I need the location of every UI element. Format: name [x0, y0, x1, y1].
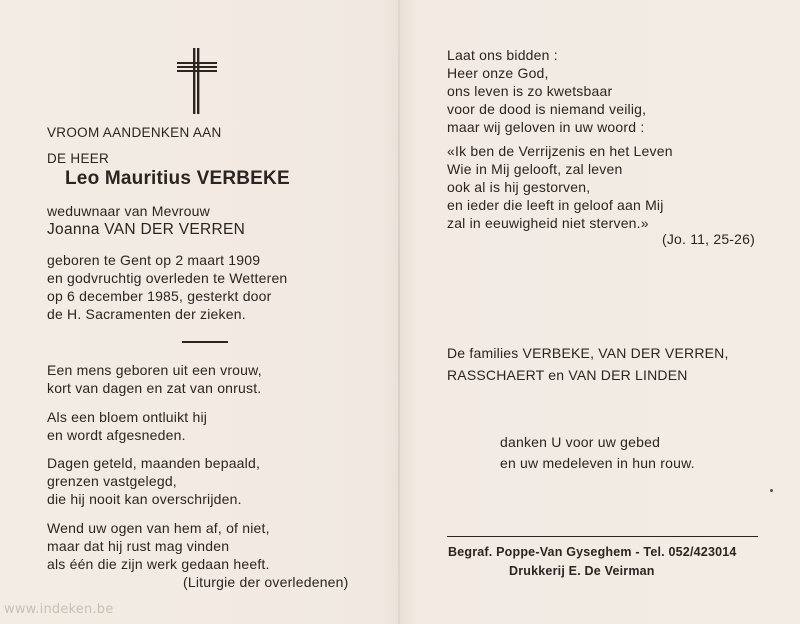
deceased-name: Leo Mauritius VERBEKE [65, 168, 290, 189]
poem-line: Als een bloem ontluikt hij [47, 409, 208, 425]
thanks-line: en uw medeleven in hun rouw. [500, 455, 695, 471]
bio-line: en godvruchtig overleden te Wetteren [47, 270, 288, 286]
divider [182, 341, 228, 343]
undertaker-line: Begraf. Poppe-Van Gyseghem - Tel. 052/423014 [448, 545, 737, 559]
families-line: De families VERBEKE, VAN DER VERREN, [447, 345, 729, 361]
poem-line: grenzen vastgelegd, [47, 473, 177, 489]
spouse-name: Joanna VAN DER VERREN [47, 221, 246, 238]
printer-line: Drukkerij E. De Veirman [509, 564, 655, 578]
bio-line: geboren te Gent op 2 maart 1909 [47, 252, 261, 268]
remembrance-heading: VROOM AANDENKEN AAN [47, 125, 222, 140]
poem-line: maar dat hij rust mag vinden [47, 538, 230, 554]
poem-line: kort van dagen en zat van onrust. [47, 380, 262, 396]
paper-speck [770, 489, 773, 492]
poem-line: Dagen geteld, maanden bepaald, [47, 455, 261, 471]
thanks-line: danken U voor uw gebed [500, 434, 661, 450]
cross-icon [174, 44, 220, 116]
poem-line: en wordt afgesneden. [47, 427, 186, 443]
quote-source: (Jo. 11, 25-26) [662, 231, 756, 247]
prayer-line: maar wij geloven in uw woord : [447, 119, 645, 135]
widower-line: weduwnaar van Mevrouw [47, 203, 210, 219]
poem-source: (Liturgie der overledenen) [183, 574, 349, 590]
prayer-line: Laat ons bidden : [447, 47, 558, 63]
quote-line: en ieder die leeft in geloof aan Mij [447, 197, 664, 213]
families-line: RASSCHAERT en VAN DER LINDEN [447, 367, 688, 383]
card-fold [398, 0, 400, 624]
quote-line: ook al is hij gestorven, [447, 179, 591, 195]
poem-line: Een mens geboren uit een vrouw, [47, 362, 262, 378]
title-prefix: DE HEER [47, 151, 110, 166]
quote-line: zal in eeuwigheid niet sterven.» [447, 215, 649, 231]
quote-line: «Ik ben de Verrijzenis en het Leven [447, 143, 673, 159]
poem-line: Wend uw ogen van hem af, of niet, [47, 520, 270, 536]
prayer-line: ons leven is zo kwetsbaar [447, 83, 613, 99]
prayer-line: voor de dood is niemand veilig, [447, 101, 647, 117]
watermark: www.indeken.be [4, 602, 114, 617]
quote-line: Wie in Mij gelooft, zal leven [447, 161, 623, 177]
poem-line: als één die zijn werk gedaan heeft. [47, 556, 270, 572]
bio-line: de H. Sacramenten der zieken. [47, 306, 246, 322]
prayer-line: Heer onze God, [447, 65, 549, 81]
poem-line: die hij nooit kan overschrijden. [47, 491, 242, 507]
footer-divider [447, 536, 758, 537]
bio-line: op 6 december 1985, gesterkt door [47, 288, 272, 304]
